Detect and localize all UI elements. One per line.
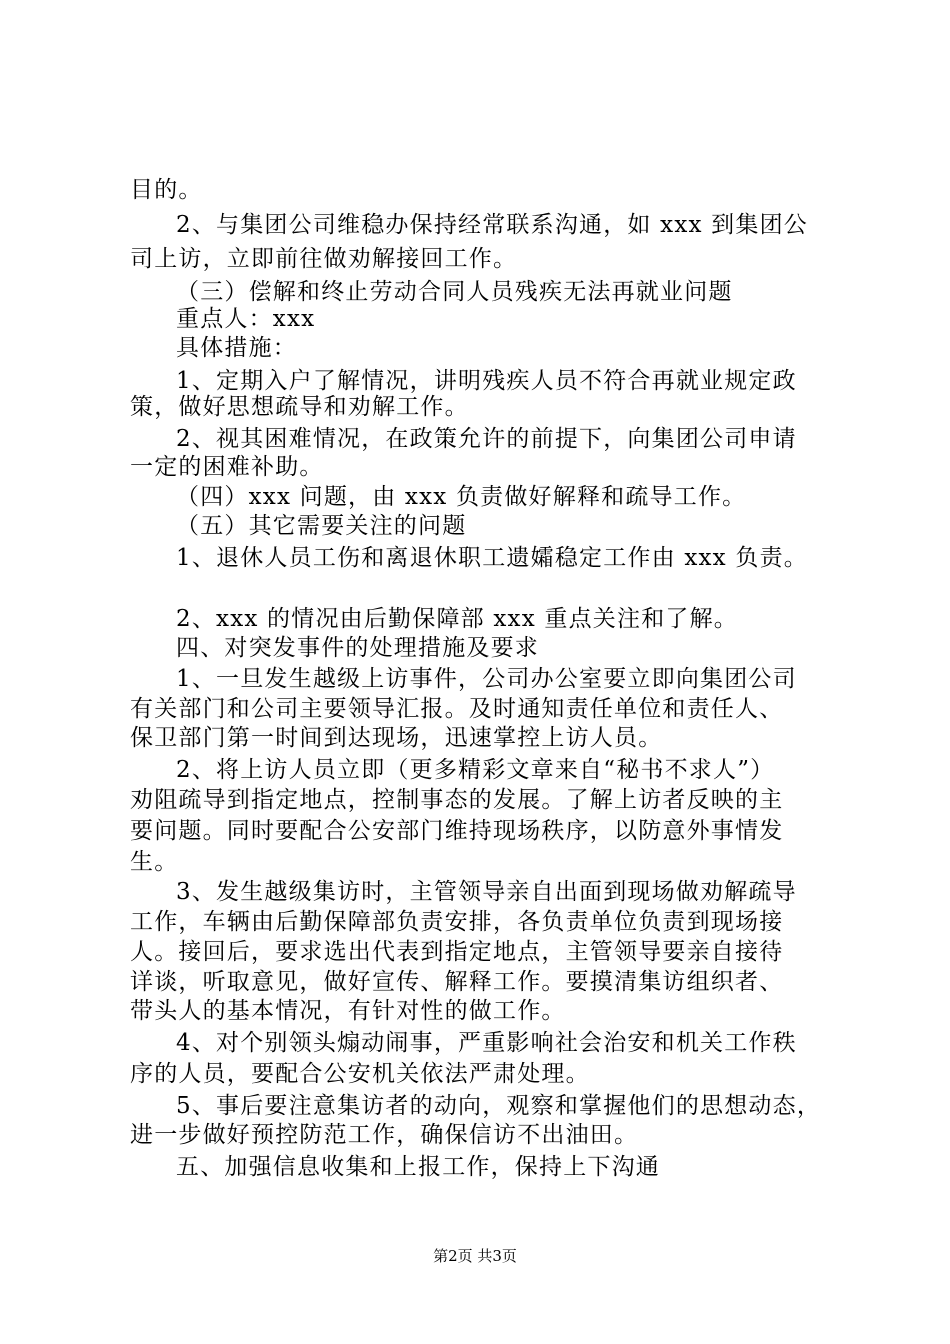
text-line: 一定的困难补助。 bbox=[130, 454, 324, 480]
text-line: 要问题。同时要配合公安部门维持现场秩序，以防意外事情发 bbox=[130, 818, 784, 844]
section-heading: 五、加强信息收集和上报工作，保持上下沟通 bbox=[176, 1154, 660, 1180]
text-line: 4、对个别领头煽动闹事，严重影响社会治安和机关工作秩 bbox=[176, 1030, 797, 1056]
text-line: 2、视其困难情况，在政策允许的前提下，向集团公司申请 bbox=[176, 426, 797, 452]
text-line: 1、退休人员工伤和离退休职工遗孀稳定工作由 xxx 负责。 bbox=[176, 545, 808, 571]
page-footer: 第2页 共3页 bbox=[433, 1247, 517, 1265]
text-line: 人。接回后，要求选出代表到指定地点，主管领导要亲自接待 bbox=[130, 939, 784, 965]
text-line: 5、事后要注意集访者的动向，观察和掌握他们的思想动态， bbox=[176, 1093, 822, 1119]
text-line: 保卫部门第一时间到达现场，迅速掌控上访人员。 bbox=[130, 725, 663, 751]
section-heading: （五）其它需要关注的问题 bbox=[176, 513, 467, 539]
text-line: 带头人的基本情况，有针对性的做工作。 bbox=[130, 998, 566, 1024]
section-heading: 四、对突发事件的处理措施及要求 bbox=[176, 635, 539, 661]
section-heading: （四）xxx 问题，由 xxx 负责做好解释和疏导工作。 bbox=[176, 484, 747, 510]
text-line: 工作，车辆由后勤保障部负责安排，各负责单位负责到现场接 bbox=[130, 909, 784, 935]
text-line: 详谈，听取意见，做好宣传、解释工作。要摸清集访组织者、 bbox=[130, 969, 784, 995]
text-line: 进一步做好预控防范工作，确保信访不出油田。 bbox=[130, 1122, 639, 1148]
text-line: 2、xxx 的情况由后勤保障部 xxx 重点关注和了解。 bbox=[176, 606, 738, 632]
text-line: 2、与集团公司维稳办保持经常联系沟通，如 xxx 到集团公 bbox=[176, 212, 808, 238]
text-line: 策，做好思想疏导和劝解工作。 bbox=[130, 394, 469, 420]
text-line: 具体措施： bbox=[176, 335, 297, 361]
text-line: 1、一旦发生越级上访事件，公司办公室要立即向集团公司 bbox=[176, 666, 797, 692]
text-line: 司上访，立即前往做劝解接回工作。 bbox=[130, 246, 518, 272]
section-heading: （三）偿解和终止劳动合同人员残疾无法再就业问题 bbox=[176, 279, 733, 305]
text-line: 有关部门和公司主要领导汇报。及时通知责任单位和责任人、 bbox=[130, 696, 784, 722]
text-line: 目的。 bbox=[130, 177, 203, 203]
text-line: 生。 bbox=[130, 849, 179, 875]
text-line: 1、定期入户了解情况，讲明残疾人员不符合再就业规定政 bbox=[176, 368, 797, 394]
text-line: 序的人员，要配合公安机关依法严肃处理。 bbox=[130, 1061, 590, 1087]
text-line: 2、将上访人员立即（更多精彩文章来自“秘书不求人”） bbox=[176, 757, 775, 783]
text-line: 3、发生越级集访时，主管领导亲自出面到现场做劝解疏导 bbox=[176, 879, 797, 905]
text-line: 重点人：xxx bbox=[176, 306, 316, 332]
text-line: 劝阻疏导到指定地点，控制事态的发展。了解上访者反映的主 bbox=[130, 787, 784, 813]
